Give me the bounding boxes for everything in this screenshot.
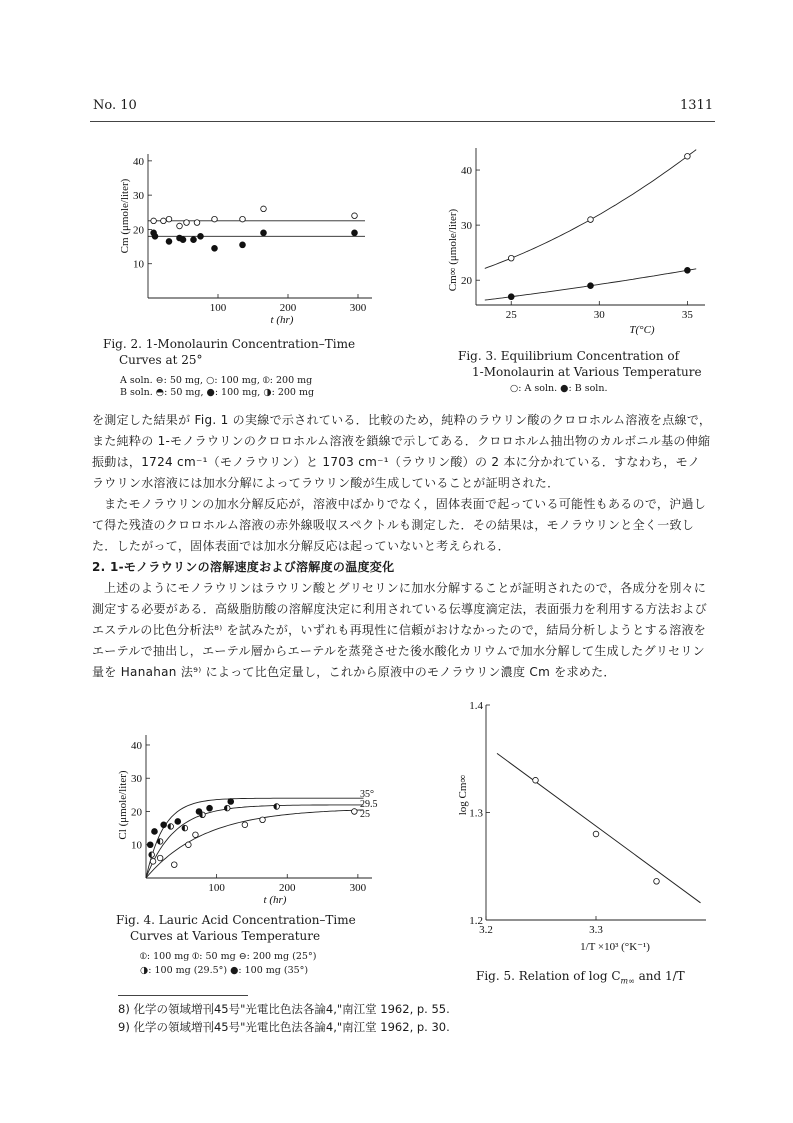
footnote-rule — [118, 995, 248, 996]
fig5-ytick-label: 1.3 — [469, 807, 483, 820]
fig3-xtick-label: 35 — [681, 309, 693, 321]
fig5-ytick-label: 1.2 — [469, 915, 483, 927]
fig2-legend-b: B soln. ◓: 50 mg, ●: 100 mg, ◑: 200 mg — [120, 387, 315, 398]
fig4-ytick-label: 10 — [131, 839, 142, 852]
fig2-legend-a: A soln. ⊖: 50 mg, ○: 100 mg, ⦶: 200 mg — [120, 375, 313, 386]
fig5-caption-tail: and 1/T — [634, 969, 685, 983]
fig4-ytick-label: 20 — [131, 806, 142, 819]
fig2-ytick-label: 30 — [133, 190, 144, 203]
paragraph-3: 上述のようにモノラウリンはラウリン酸とグリセリンに加水分解することが証明されたので，各成分を別々に測定する必要がある．高級脂肪酸の溶解度決定に利用されている伝導度滴定法，表面張力を利用する方法およびエステルの比色分析法⁸⁾ を試みたが，いずれも再現性に信頼がおけなかったので，結局分析しようとする溶液をエーテルで抽出し，エーテル層からエーテルを蒸発させた後水酸化カリウムで加水分解して生成したグリセリン量を Hanahan 法⁹⁾ によって比色定量し，これから原液中のモノラウリン濃度 Cm を求めた． — [92, 581, 708, 679]
fig5-ylabel: log Cm∞ — [457, 774, 469, 816]
fig5-point — [533, 777, 539, 783]
footnote-9: 9) 化学の領域増刊45号"光電比色法各論4,"南江堂 1962, p. 30. — [118, 1020, 450, 1034]
fig4-legend-2: ◑: 100 mg (29.5°) ●: 100 mg (35°) — [140, 965, 309, 976]
fig5-point — [593, 831, 599, 837]
fig5-xlabel: 1/T ×10³ (°K⁻¹) — [580, 941, 650, 953]
fig5-fit-line — [497, 753, 701, 902]
fig3-caption-line2: 1-Monolaurin at Various Temperature — [472, 365, 702, 379]
fig4-xlabel: t (hr) — [263, 894, 287, 906]
fig2-caption-line2: Curves at 25° — [119, 353, 203, 367]
fig4-legend-1: ⦶: 100 mg ⦶: 50 mg ⊖: 200 mg (25°) — [140, 951, 317, 962]
section-heading: 2. 1-モノラウリンの溶解速度および溶解度の温度変化 — [92, 560, 395, 574]
fig4-xtick-label: 300 — [349, 882, 367, 894]
fig5-xtick-label: 3.3 — [589, 924, 603, 936]
paragraph-2: またモノラウリンの加水分解反応が，溶液中ばかりでなく，固体表面で起っている可能性もあるので，沪過して得た残渣のクロロホルム溶液の赤外線吸収スペクトルも測定した．その結果は，モノラウリンと全く一致した．したがって，固体表面では加水分解反応は起っていないと考えられる． — [92, 497, 707, 553]
fig4-ylabel: Cl (μmole/liter) — [117, 770, 129, 840]
footnote-8: 8) 化学の領域増刊45号"光電比色法各論4,"南江堂 1962, p. 55. — [118, 1002, 450, 1016]
fig4-caption-line1: Fig. 4. Lauric Acid Concentration–Time — [116, 913, 356, 927]
fig2-xtick-label: 100 — [209, 302, 227, 314]
fig4-series-label: 35° — [360, 789, 374, 800]
fig3-ytick-label: 20 — [461, 275, 472, 288]
fig4-xtick-label: 200 — [279, 882, 296, 894]
fig2-xlabel: t (hr) — [270, 314, 294, 326]
fig2-xtick-label: 200 — [279, 302, 297, 314]
fig3-ytick-label: 40 — [461, 165, 472, 178]
fig2-xtick-label: 300 — [349, 302, 367, 314]
page-number: 1311 — [680, 98, 714, 113]
fig4-ytick-label: 40 — [131, 739, 142, 752]
fig2-ylabel: Cm (μmole/liter) — [119, 178, 131, 254]
fig5-point — [654, 879, 660, 885]
fig5-caption-main: Fig. 5. Relation of log C — [476, 969, 621, 983]
fig4-caption-line2: Curves at Various Temperature — [130, 929, 321, 943]
fig2-ytick-label: 10 — [133, 258, 144, 271]
fig3-ylabel: Cm∞ (μmole/liter) — [447, 208, 459, 292]
fig3-xtick-label: 30 — [593, 309, 605, 321]
fig5-caption-sub: m∞ — [620, 976, 635, 986]
fig4-series-label: 29.5 — [360, 799, 378, 810]
fig3-legend: ○: A soln. ●: B soln. — [510, 383, 608, 394]
fig3-caption-line1: Fig. 3. Equilibrium Concentration of — [458, 349, 680, 363]
fig3-ytick-label: 30 — [461, 220, 472, 233]
fig3-xlabel: T(°C) — [629, 324, 655, 336]
fig4-series-label: 25 — [360, 809, 370, 820]
fig2-caption-line1: Fig. 2. 1-Monolaurin Concentration–Time — [103, 337, 356, 351]
fig3-xtick-label: 25 — [505, 309, 517, 321]
fig5-caption — [476, 968, 716, 989]
fig5-xtick-label: 3.2 — [479, 924, 493, 936]
journal-issue: No. 10 — [93, 98, 137, 113]
paragraph-1: を測定した結果が Fig. 1 の実線で示されている．比較のため，純粋のラウリン酸のクロロホルム溶液を点線で，また純粋の 1-モノラウリンのクロロホルム溶液を鎖線で示してある．クロロホルム抽出物のカルボニル基の伸縮振動は，1724 cm⁻¹（モノラウリン）と 1703 cm⁻¹（ラウリン酸）の 2 本に分かれている．すなわち，モノラウリン水溶液には加水分解によってラウリン酸が生成していることが証明された． — [92, 413, 712, 490]
fig2-ytick-label: 40 — [133, 155, 144, 168]
fig4-ytick-label: 30 — [131, 773, 142, 786]
fig5-ytick-label: 1.4 — [469, 700, 483, 712]
fig2-ytick-label: 20 — [133, 224, 144, 237]
fig4-xtick-label: 100 — [208, 882, 225, 894]
